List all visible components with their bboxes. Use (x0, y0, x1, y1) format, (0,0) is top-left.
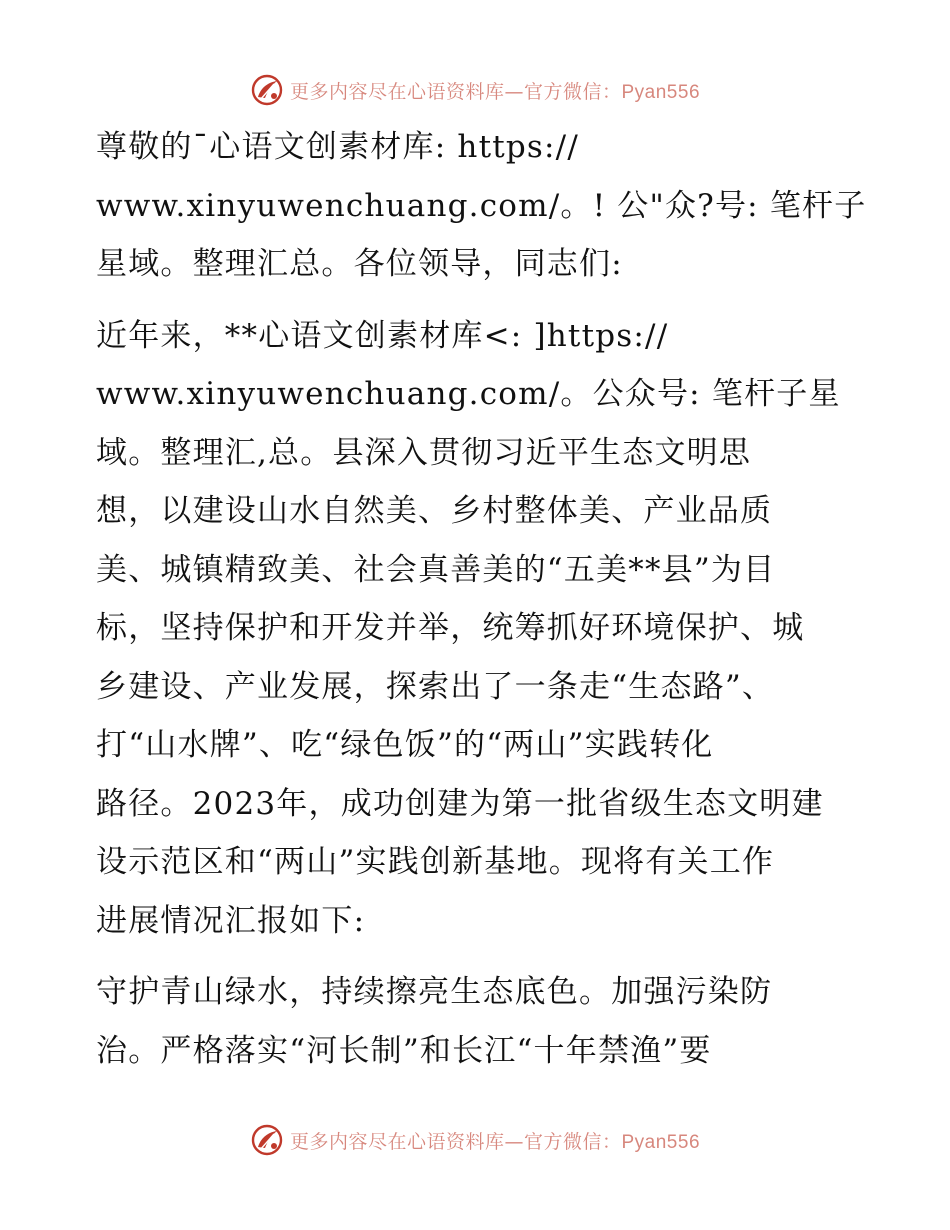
text-line: 路径。2023年，成功创建为第一批省级生态文明建 (96, 785, 824, 822)
text-line: 美、城镇精致美、社会真善美的“五美**县”为目 (96, 551, 776, 588)
brand-logo-icon (250, 73, 284, 107)
text-line: 星域。整理汇总。各位领导，同志们: (96, 246, 623, 282)
document-body (96, 118, 866, 1080)
text-line: 标，坚持保护和开发并举，统筹抓好环境保护、城 (96, 610, 805, 646)
paragraph (96, 963, 866, 1080)
text-line: www.xinyuwenchuang.com/。公众号: 笔杆子星 (96, 376, 841, 412)
text-line: 域。整理汇,总。县深入贯彻习近平生态文明思 (96, 434, 752, 471)
header-watermark (0, 68, 950, 112)
brand-logo-icon (250, 1123, 284, 1157)
text-line: 进展情况汇报如下: (96, 902, 366, 939)
watermark (250, 1123, 700, 1157)
text-line: www.xinyuwenchuang.com/。! 公"众?号: 笔杆子 (96, 187, 867, 224)
text-line: 打“山水牌”、吃“绿色饭”的“两山”实践转化 (96, 727, 714, 763)
watermark-text: 更多内容尽在心语资料库—官方微信：Pyan556 (289, 1130, 701, 1153)
watermark-text: 更多内容尽在心语资料库—官方微信：Pyan556 (289, 80, 701, 103)
text-line: 乡建设、产业发展，探索出了一条走“生态路”、 (96, 668, 775, 705)
text-line: 设示范区和“两山”实践创新基地。现将有关工作 (96, 844, 775, 880)
paragraph (96, 118, 866, 294)
watermark-wechat-id: Pyan556 (621, 81, 701, 103)
text-line: 尊敬的¯心语文创素材库: https:// (96, 129, 579, 165)
text-line: 治。严格落实“河长制”和长江“十年禁渔”要 (96, 1032, 712, 1069)
watermark (250, 73, 700, 107)
text-line: 守护青山绿水，持续擦亮生态底色。加强污染防 (96, 974, 773, 1010)
paragraph (96, 307, 866, 951)
text-line: 近年来，**心语文创素材库<: ]https:// (96, 317, 669, 354)
footer-watermark (0, 1118, 950, 1162)
text-line: 想，以建设山水自然美、乡村整体美、产业品质 (96, 493, 773, 529)
watermark-wechat-id: Pyan556 (621, 1131, 701, 1153)
